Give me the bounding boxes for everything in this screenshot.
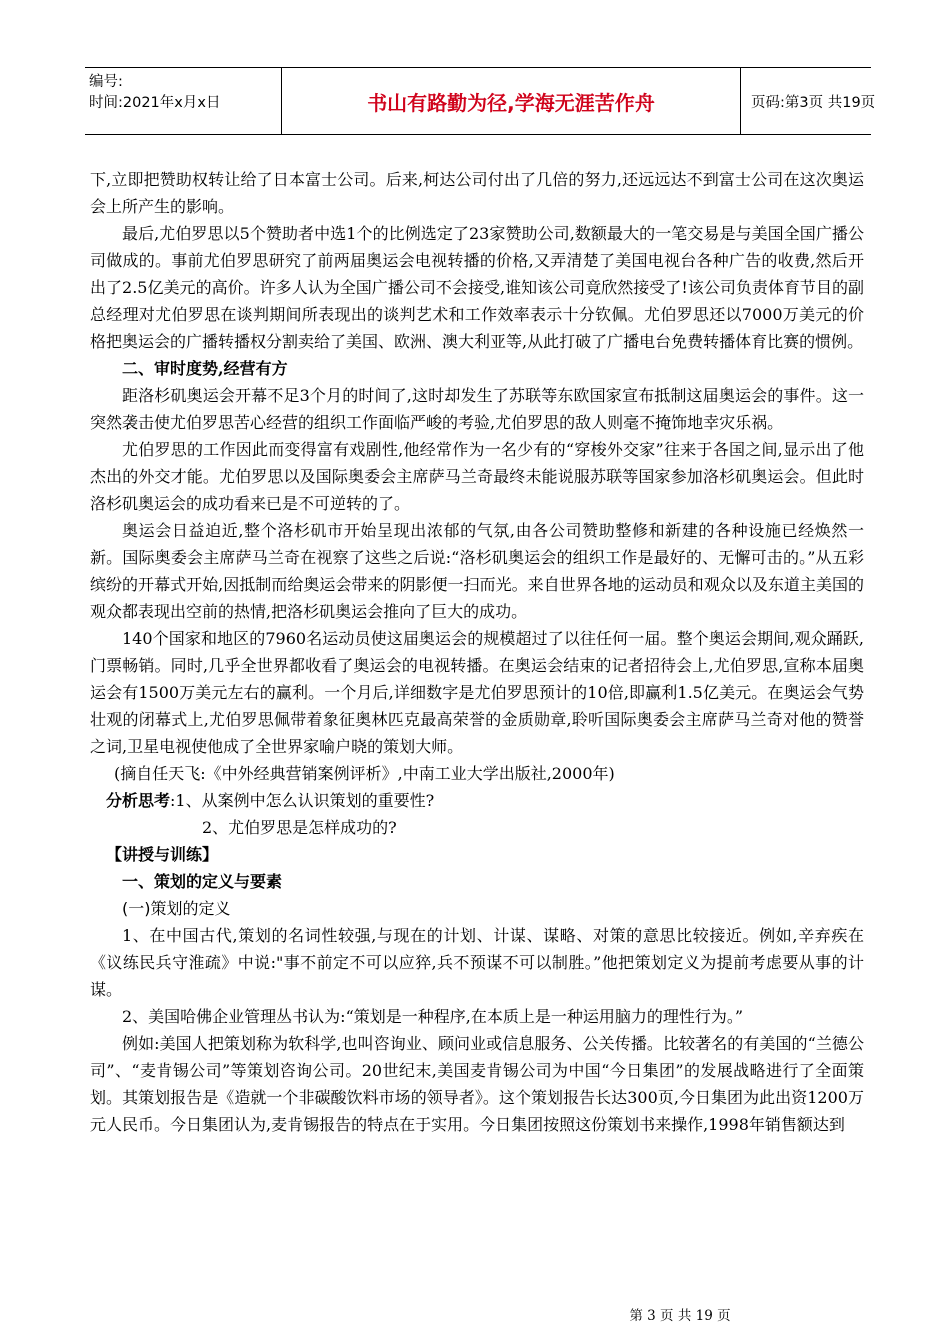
paragraph: 奥运会日益迫近,整个洛杉矶市开始呈现出浓郁的气氛,由各公司赞助整修和新建的各种设施已经焕然一新。国际奥委会主席萨马兰奇在视察了这些之后说:“洛杉矶奥运会的组织工作是最好的、无懈可击的。”从五彩缤纷的开幕式开始,因抵制而给奥运会带来的阴影便一扫而光。来自世界各地的运动员和观众以及东道主美国的观众都表现出空前的热情,把洛杉矶奥运会推向了巨大的成功。 [90,521,864,621]
analysis-question-2: 2、尤伯罗思是怎样成功的? [202,818,397,837]
source-citation: (摘自任天飞:《中外经典营销案例评析》,中南工业大学出版社,2000年) [114,764,615,783]
analysis-label: 分析思考 [106,791,171,810]
number-label: 编号: [89,74,123,90]
page-footer [0,1304,950,1324]
page-header [85,67,876,135]
paragraph: 尤伯罗思的工作因此而变得富有戏剧性,他经常作为一名少有的“穿梭外交家”往来于各国之间,显示出了他杰出的外交才能。尤伯罗思以及国际奥委会主席萨马兰奇最终未能说服苏联等国家参加洛杉矶奥运会。但此时洛杉矶奥运会的成功看来已是不可逆转的了。 [90,440,864,513]
paragraph: 最后,尤伯罗思以5个赞助者中选1个的比例选定了23家赞助公司,数额最大的一笔交易是与美国全国广播公司做成的。事前尤伯罗思研究了前两届奥运会电视转播的价格,又弄清楚了美国电视台各种广告的收费,然后开出了2.5亿美元的高价。许多人认为全国广播公司不会接受,谁知该公司竟欣然接受了!该公司负责体育节目的副总经理对尤伯罗思在谈判期间所表现出的谈判艺术和工作效率表示十分钦佩。尤伯罗思还以7000万美元的价格把奥运会的广播转播权分割卖给了美国、欧洲、澳大利亚等,从此打破了广播电台免费转播体育比赛的惯例。 [90,224,864,351]
question-text: :1、从案例中怎么认识策划的重要性? [170,791,435,810]
paragraph: 1、在中国古代,策划的名词性较强,与现在的计划、计谋、谋略、对策的意思比较接近。例如,辛弃疾在《议练民兵守淮疏》中说:"事不前定不可以应猝,兵不预谋不可以制胜。”他把策划定义为提前考虑要从事的计谋。 [90,926,864,999]
header-meta [85,68,281,134]
header-page-label: 页码:第3页 共19页 [751,94,876,111]
subsection-heading: 一、策划的定义与要素 [122,872,283,891]
footer-page-number: 第 3 页 共 19 页 [629,1308,731,1324]
paragraph: 距洛杉矶奥运会开幕不足3个月的时间了,这时却发生了苏联等东欧国家宣布抵制这届奥运会的事件。这一突然袭击使尤伯罗思苦心经营的组织工作面临严峻的考验,尤伯罗思的敌人则毫不掩饰地幸灾乐祸。 [90,386,864,432]
analysis-question-1 [90,787,864,814]
paragraph: 140个国家和地区的7960名运动员使这届奥运会的规模超过了以往任何一届。整个奥运会期间,观众踊跃,门票畅销。同时,几乎全世界都收看了奥运会的电视转播。在奥运会结束的记者招待会上,尤伯罗思,宣称本届奥运会有1500万美元左右的赢利。一个月后,详细数字是尤伯罗思预计的10倍,即赢利1.5亿美元。在奥运会气势壮观的闭幕式上,尤伯罗思佩带着象征奥林匹克最高荣誉的金质勋章,聆听国际奥委会主席萨马兰奇对他的赞誉之词,卫星电视使他成了全世界家喻户晓的策划大师。 [90,629,864,756]
paragraph: 2、美国哈佛企业管理丛书认为:“策划是一种程序,在本质上是一种运用脑力的理性行为。” [122,1007,744,1026]
header-motto: 书山有路勤为径,学海无涯苦作舟 [281,68,741,134]
document-body [90,166,864,1138]
lecture-section-title: 【讲授与训练】 [106,845,219,864]
paragraph: 例如:美国人把策划称为软科学,也叫咨询业、顾问业或信息服务、公关传播。比较著名的有美国的“兰德公司”、“麦肯锡公司”等策划咨询公司。20世纪末,美国麦肯锡公司为中国“今日集团”的发展战略进行了全面策划。其策划报告是《造就一个非碳酸饮料市场的领导者》。这个策划报告长达300页,今日集团为此出资1200万元人民币。今日集团认为,麦肯锡报告的特点在于实用。今日集团按照这份策划书来操作,1998年销售额达到 [90,1034,864,1134]
paragraph: 下,立即把赞助权转让给了日本富士公司。后来,柯达公司付出了几倍的努力,还远远达不到富士公司在这次奥运会上所产生的影响。 [90,170,864,216]
section-heading: 二、审时度势,经营有方 [122,359,288,378]
subsubsection-heading: (一)策划的定义 [122,899,231,918]
time-label: 时间:2021年x月x日 [89,95,221,111]
